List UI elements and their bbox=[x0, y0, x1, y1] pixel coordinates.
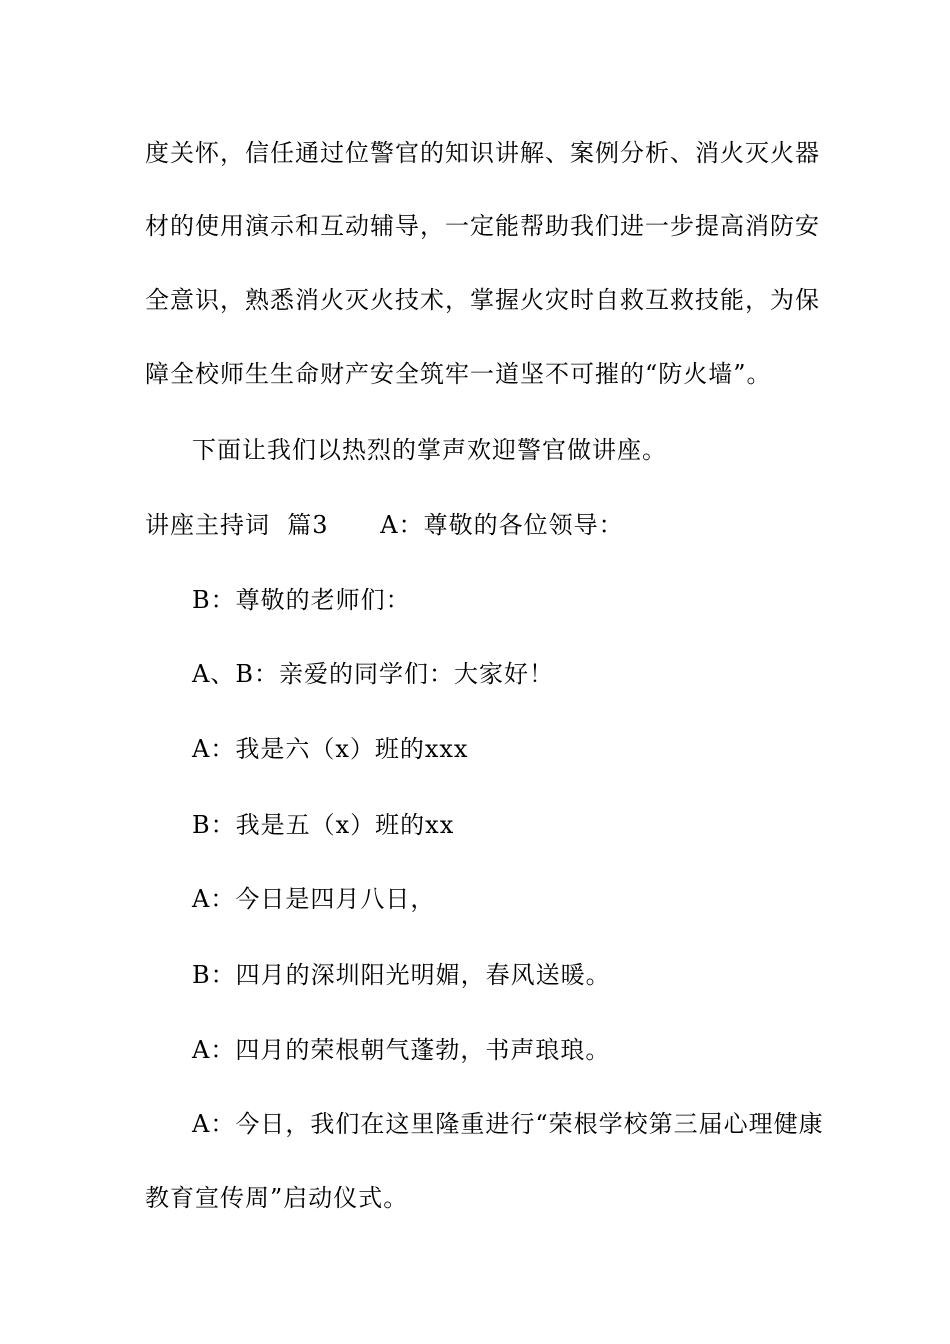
dialogue-line: A：今日，我们在这里隆重进行“荣根学校第三届心理健康 bbox=[192, 1110, 824, 1138]
dialogue-line: A：我是六（x）班的xxx bbox=[192, 735, 469, 763]
dialogue-line: A：今日是四月八日， bbox=[192, 885, 436, 913]
dialogue-line: B：我是五（x）班的xx bbox=[192, 811, 455, 839]
dialogue-line: A：四月的荣根朝气蓬勃，书声琅琅。 bbox=[192, 1036, 611, 1064]
dialogue-line: B：四月的深圳阳光明媚，春风送暖。 bbox=[192, 961, 611, 989]
dialogue-line: B：尊敬的老师们： bbox=[192, 586, 411, 614]
paragraph-line: 全意识，熟悉消火灭火技术，掌握火灾时自救互救技能，为保 bbox=[145, 286, 820, 314]
paragraph-line: 材的使用演示和互动辅导，一定能帮助我们进一步提高消防安 bbox=[145, 212, 820, 240]
section-heading-line: 讲座主持词 篇3 A：尊敬的各位领导： bbox=[145, 511, 624, 539]
paragraph-line: 下面让我们以热烈的掌声欢迎警官做讲座。 bbox=[192, 436, 667, 464]
paragraph-line: 教育宣传周”启动仪式。 bbox=[145, 1184, 409, 1212]
paragraph-line: 障全校师生生命财产安全筑牢一道坚不可摧的“防火墙”。 bbox=[145, 360, 772, 388]
dialogue-line: A、B：亲爱的同学们：大家好！ bbox=[192, 660, 554, 688]
paragraph-line: 度关怀，信任通过位警官的知识讲解、案例分析、消火灭火器 bbox=[145, 139, 820, 167]
